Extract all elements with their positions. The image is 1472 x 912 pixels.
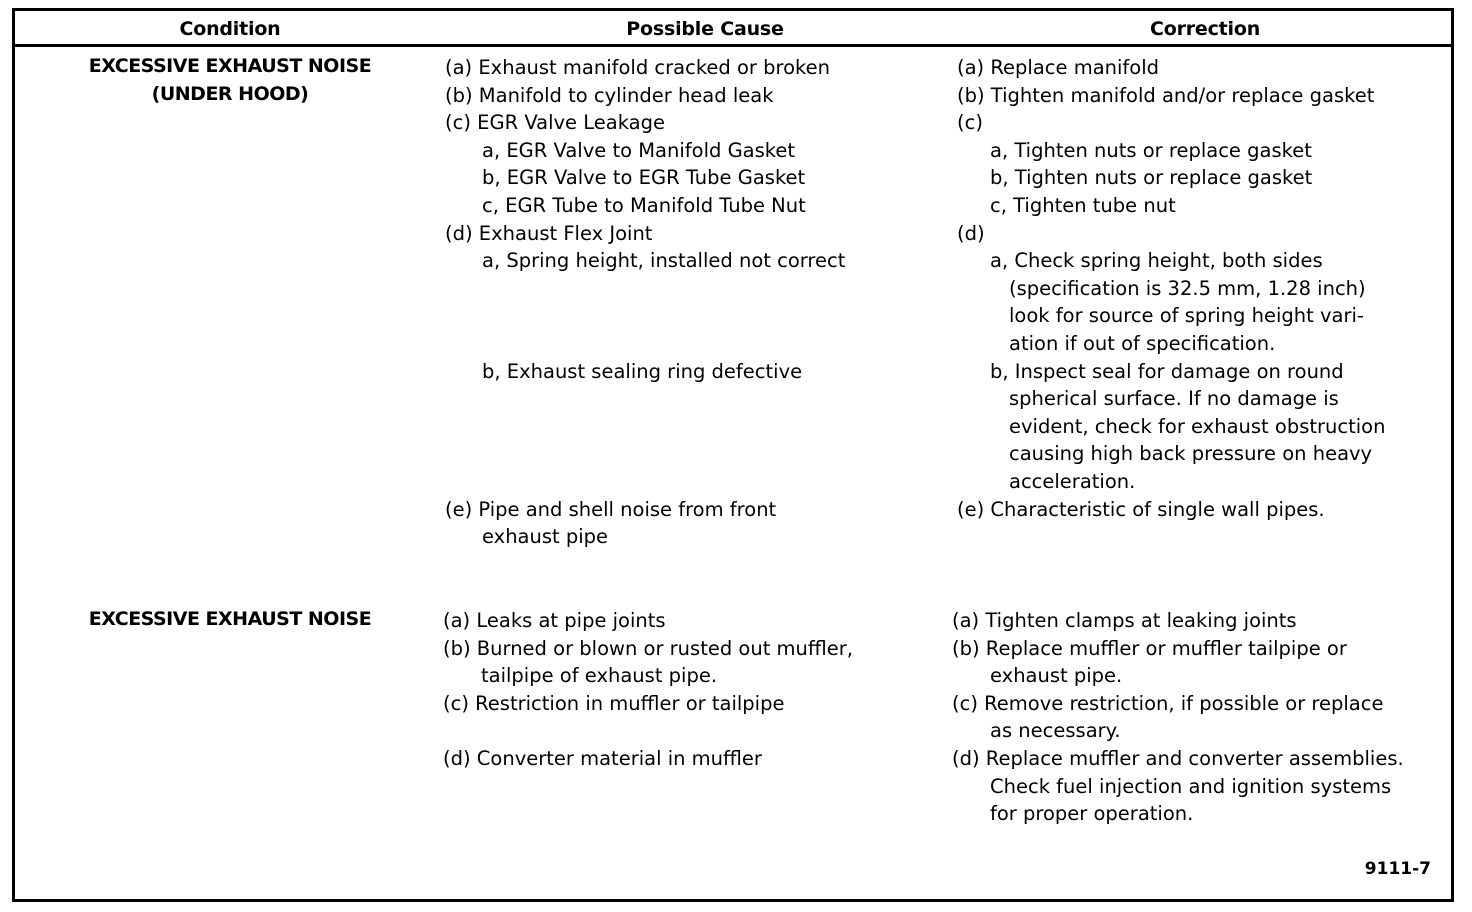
correction-line: b, Tighten nuts or replace gasket bbox=[990, 166, 1313, 190]
cause-line: a, EGR Valve to Manifold Gasket bbox=[482, 138, 796, 162]
correction-line: exhaust pipe. bbox=[990, 664, 1123, 688]
cause-line bbox=[445, 385, 845, 413]
correction-line: ation if out of specification. bbox=[1009, 331, 1276, 355]
cause-list-under-hood bbox=[445, 54, 845, 551]
correction-line: (a) Tighten clamps at leaking joints bbox=[952, 609, 1297, 632]
correction-line: (c) Remove restriction, if possible or replace bbox=[952, 691, 1384, 715]
header-possible-cause: Possible Cause bbox=[626, 18, 784, 40]
correction-line: (b) Tighten manifold and/or replace gasket bbox=[957, 83, 1375, 107]
figure-number: 9111-7 bbox=[1364, 859, 1431, 879]
cause-line: b, Exhaust sealing ring defective bbox=[482, 359, 803, 383]
condition-line: EXCESSIVE EXHAUST NOISE bbox=[88, 55, 372, 77]
cause-line: (e) Pipe and shell noise from front bbox=[445, 497, 777, 521]
cause-line bbox=[445, 330, 845, 358]
correction-line: a, Check spring height, both sides bbox=[990, 249, 1323, 273]
correction-line: (d) bbox=[957, 221, 985, 245]
correction-line: c, Tighten tube nut bbox=[990, 193, 1176, 217]
correction-line: (d) Replace muffler and converter assemblies. bbox=[952, 746, 1404, 770]
correction-line: Check fuel injection and ignition systems bbox=[990, 774, 1392, 798]
correction-line: as necessary. bbox=[990, 719, 1121, 743]
correction-line: a, Tighten nuts or replace gasket bbox=[990, 138, 1312, 162]
correction-line: for proper operation. bbox=[990, 802, 1194, 826]
cause-line: (d) Converter material in muffler bbox=[443, 746, 762, 770]
correction-line: (a) Replace manifold bbox=[957, 56, 1160, 79]
cause-line: (d) Exhaust Flex Joint bbox=[445, 221, 653, 245]
header-correction: Correction bbox=[1149, 18, 1261, 40]
correction-line: evident, check for exhaust obstruction bbox=[1009, 414, 1386, 438]
cause-line bbox=[445, 275, 845, 303]
cause-line bbox=[445, 440, 845, 468]
condition-under-hood bbox=[40, 53, 420, 108]
condition-general bbox=[40, 606, 420, 634]
correction-line: acceleration. bbox=[1009, 469, 1136, 493]
cause-line: tailpipe of exhaust pipe. bbox=[481, 664, 718, 688]
cause-line bbox=[443, 717, 853, 745]
correction-line: spherical surface. If no damage is bbox=[1009, 387, 1339, 411]
cause-line bbox=[445, 413, 845, 441]
cause-line: a, Spring height, installed not correct bbox=[482, 249, 846, 273]
header-condition: Condition bbox=[179, 18, 281, 40]
correction-list-under-hood bbox=[957, 54, 1385, 523]
cause-line: (a) Leaks at pipe joints bbox=[443, 609, 666, 632]
cause-line: exhaust pipe bbox=[482, 525, 609, 549]
cause-line: (b) Burned or blown or rusted out muffler, bbox=[443, 636, 853, 660]
correction-line: (b) Replace muffler or muffler tailpipe or bbox=[952, 636, 1347, 660]
header-divider bbox=[15, 44, 1451, 47]
cause-line: (c) EGR Valve Leakage bbox=[445, 111, 665, 135]
correction-line: b, Inspect seal for damage on round bbox=[990, 359, 1344, 383]
troubleshooting-table bbox=[12, 8, 1454, 902]
correction-line: (e) Characteristic of single wall pipes. bbox=[957, 497, 1325, 521]
cause-line bbox=[445, 468, 845, 496]
cause-line: b, EGR Valve to EGR Tube Gasket bbox=[482, 166, 806, 190]
correction-line: (specification is 32.5 mm, 1.28 inch) bbox=[1009, 276, 1366, 300]
correction-line: causing high back pressure on heavy bbox=[1009, 442, 1373, 466]
cause-list-general bbox=[443, 607, 853, 773]
condition-line: (UNDER HOOD) bbox=[151, 82, 309, 105]
correction-line: look for source of spring height vari- bbox=[1009, 304, 1364, 328]
cause-line: c, EGR Tube to Manifold Tube Nut bbox=[482, 193, 806, 217]
cause-line bbox=[445, 302, 845, 330]
cause-line: (b) Manifold to cylinder head leak bbox=[445, 83, 774, 107]
condition-line: EXCESSIVE EXHAUST NOISE bbox=[88, 608, 372, 630]
correction-line: (c) bbox=[957, 111, 983, 135]
cause-line: (c) Restriction in muffler or tailpipe bbox=[443, 691, 785, 715]
correction-list-general bbox=[952, 607, 1404, 828]
cause-line: (a) Exhaust manifold cracked or broken bbox=[445, 56, 830, 79]
